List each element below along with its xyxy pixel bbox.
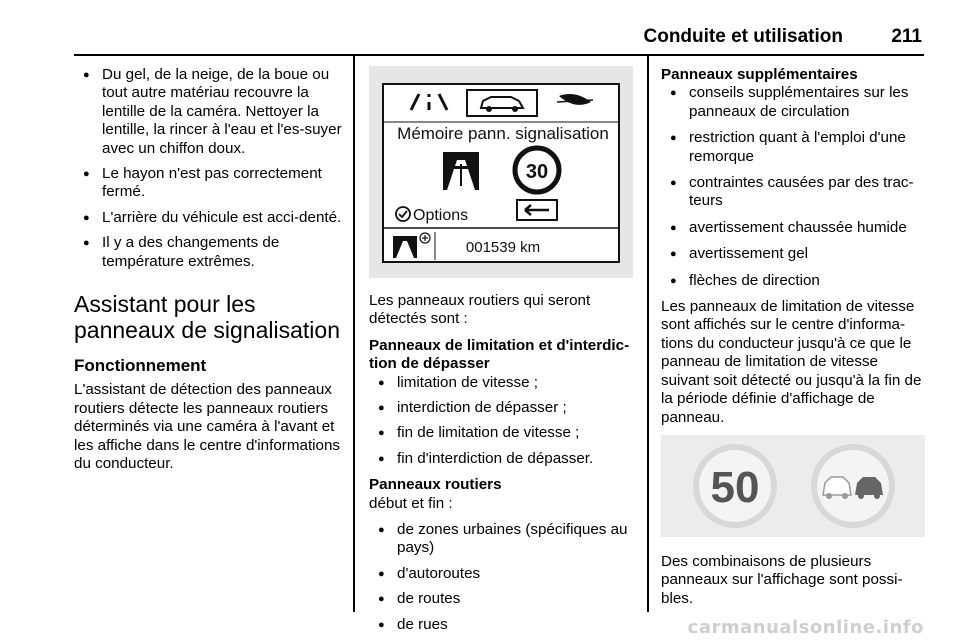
display-title: Mémoire pann. signalisation	[397, 124, 609, 143]
no-overtaking-sign	[811, 444, 895, 528]
column-2	[369, 66, 637, 641]
motorway-small-icon	[393, 236, 417, 258]
list-item: ● avertissement chaussée humide	[661, 219, 929, 237]
section-title: Assistant pour les panneaux de signalisation	[74, 291, 340, 344]
list-item: ● flèches de direction	[661, 272, 929, 290]
group-title-road-signs: Panneaux routiers	[369, 476, 502, 494]
road-signs-list	[369, 521, 637, 634]
list-item: ● Il y a des changements de température extrêmes.	[74, 234, 344, 271]
combinations-paragraph: Des combinaisons de plusieurs panneaux sur l'affichage sont possi-bles.	[661, 552, 903, 607]
list-item: ● de zones urbaines (spécifiques au pays)	[369, 521, 637, 558]
list-item: ● limitation de vitesse ;	[369, 374, 637, 392]
display-illustration	[369, 66, 633, 278]
list-item: ● conseils supplémentaires sur les panneaux de circulation	[661, 84, 929, 121]
page-header	[0, 22, 960, 52]
car-white-icon	[823, 477, 851, 499]
list-item: ● interdiction de dépasser ;	[369, 399, 637, 417]
list-item: ● Le hayon n'est pas correctement fermé.	[74, 165, 344, 202]
list-item: ● fin d'interdiction de dépasser.	[369, 450, 637, 468]
group-title-supplementary: Panneaux supplémentaires	[661, 66, 858, 83]
watermark: carmanualsonline.info	[687, 617, 924, 638]
column-divider-2	[647, 56, 649, 612]
list-item: ● contraintes causées par des trac-teurs	[661, 174, 929, 211]
speed-limit-sign-50	[693, 444, 777, 528]
list-item: ● avertissement gel	[661, 245, 929, 263]
chapter-title: Conduite et utilisation	[643, 26, 843, 47]
group-title-limits: Panneaux de limitation et d'interdic-tion de dépasser	[369, 336, 630, 373]
subsection-title: Fonctionnement	[74, 356, 207, 376]
column-1	[74, 66, 344, 482]
speed-limit-paragraph: Les panneaux de limitation de vitesse sont affichés sur le centre d'informa-tions du conducteur jusqu'à ce que le panneau de limitation de vitesse suivant soit détecté ou jusqu'à la fin de la période définie d'affichage de panneau.	[661, 298, 922, 426]
header-rule	[74, 54, 924, 56]
column-divider-1	[353, 56, 355, 612]
column-3	[661, 66, 929, 616]
supplementary-list	[661, 84, 929, 290]
options-label: Options	[413, 207, 469, 224]
signs-detected-intro: Les panneaux routiers qui seront détectés sont :	[369, 292, 591, 328]
speed-value: 30	[525, 161, 549, 183]
list-item: ● de rues	[369, 616, 637, 634]
list-item: ● de routes	[369, 590, 637, 608]
driver-info-display-figure	[369, 66, 633, 278]
list-item: ● restriction quant à l'emploi d'une remorque	[661, 129, 929, 166]
bullet-list-conditions	[74, 66, 344, 271]
page-number: 211	[891, 26, 922, 47]
group-intro-road-signs: début et fin :	[369, 494, 453, 512]
sign-speed-value: 50	[710, 462, 760, 512]
list-item: ● L'arrière du véhicule est acci-denté.	[74, 209, 344, 227]
road-signs-figure	[661, 435, 925, 537]
limits-list	[369, 374, 637, 469]
list-item: ● d'autoroutes	[369, 565, 637, 583]
motorway-sign-icon	[443, 152, 479, 190]
signs-illustration	[661, 435, 925, 537]
list-item: ● fin de limitation de vitesse ;	[369, 424, 637, 442]
list-item: ● Du gel, de la neige, de la boue ou tout autre matériau recouvre la lentille de la caméra. Nettoyer la lentille, la rincer à l'eau et l'es-suyer avec un chiffon doux.	[74, 66, 344, 158]
odometer-readout: 001539 km	[465, 239, 541, 256]
speed-limit-sign-30	[515, 148, 559, 192]
intro-paragraph: L'assistant de détection des panneaux routiers détecte les panneaux routiers déterminés via une caméra à l'avant et les affiche dans le centre d'informations du conducteur.	[74, 381, 341, 473]
